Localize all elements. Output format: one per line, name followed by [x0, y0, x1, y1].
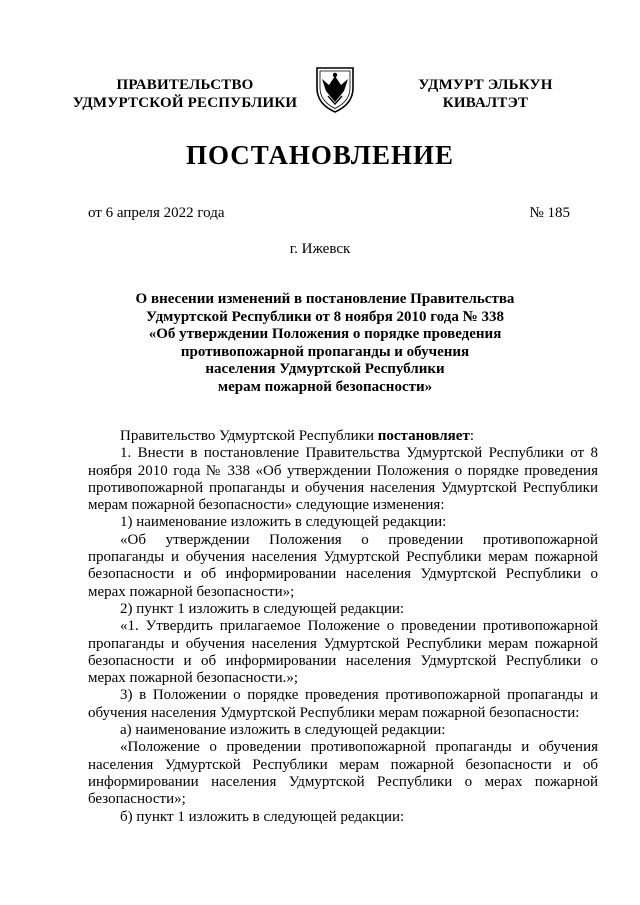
coat-of-arms-icon [313, 64, 357, 114]
intro-verb: постановляет [377, 428, 470, 444]
intro-text: Правительство Удмуртской Республики [120, 428, 378, 444]
title-line: «Об утверждении Положения о порядке проведения [148, 326, 502, 342]
issuer-udmurt-line-2: КИВАЛТЭТ [442, 95, 529, 111]
title-line: населения Удмуртской Республики [205, 361, 445, 377]
issuer-line-1: ПРАВИТЕЛЬСТВО [116, 77, 254, 93]
document-body [88, 428, 598, 826]
body-paragraph: а) наименование изложить в следующей редакции: [120, 722, 446, 739]
body-paragraph: 3) в Положении о порядке проведения противопожарной пропаганды и обучения населения Удмуртской Республики мерам пожарной безопасности: [88, 687, 598, 721]
body-paragraph: «Положение о проведении противопожарной пропаганды и обучения населения Удмуртской Республики мерам пожарной безопасности и об информировании населения Удмуртской Республики о мерах пожарной безопасности»; [88, 739, 598, 808]
body-paragraph: 1. Внести в постановление Правительства Удмуртской Республики от 8 ноября 2010 года № 338 «Об утверждении Положения о порядке проведения противопожарной пропаганды и обучения населения Удмуртской Республики мерам пожарной безопасности» следующие изменения: [88, 445, 598, 514]
issuer-udmurt-line-1: УДМУРТ ЭЛЬКУН [418, 77, 553, 93]
issuer-name-udmurt [398, 76, 573, 112]
title-line: мерам пожарной безопасности» [217, 378, 433, 395]
document-number: № 185 [529, 205, 570, 221]
issuer-name-russian [60, 76, 310, 112]
body-paragraph: б) пункт 1 изложить в следующей редакции: [120, 808, 405, 825]
document-date: от 6 апреля 2022 года [88, 205, 225, 221]
document-type-heading: ПОСТАНОВЛЕНИЕ [185, 140, 455, 170]
body-paragraph: «Об утверждении Положения о проведении противопожарной пропаганды и обучения населения Удмуртской Республики мерам пожарной безопасности и об информировании населения Удмуртской Республики о мерах пожарной безопасности»; [88, 531, 598, 600]
document-city: г. Ижевск [289, 241, 351, 257]
body-paragraph: 1) наименование изложить в следующей редакции: [120, 514, 447, 531]
issuer-line-2: УДМУРТСКОЙ РЕСПУБЛИКИ [72, 95, 298, 111]
body-paragraph: «1. Утвердить прилагаемое Положение о проведении противопожарной пропаганды и обучения населения Удмуртской Республики мерам пожарной безопасности и об информировании населения Удмуртской Республики о мерах пожарной безопасности.»; [88, 618, 598, 687]
intro-colon: : [469, 428, 474, 444]
intro-paragraph [88, 428, 598, 445]
title-line: О внесении изменений в постановление Правительства [135, 291, 515, 307]
body-paragraph: 2) пункт 1 изложить в следующей редакции: [120, 600, 405, 617]
document-title [100, 291, 550, 396]
title-line: Удмуртской Республики от 8 ноября 2010 года № 338 [146, 308, 504, 325]
title-line: противопожарной пропаганды и обучения [180, 343, 470, 360]
